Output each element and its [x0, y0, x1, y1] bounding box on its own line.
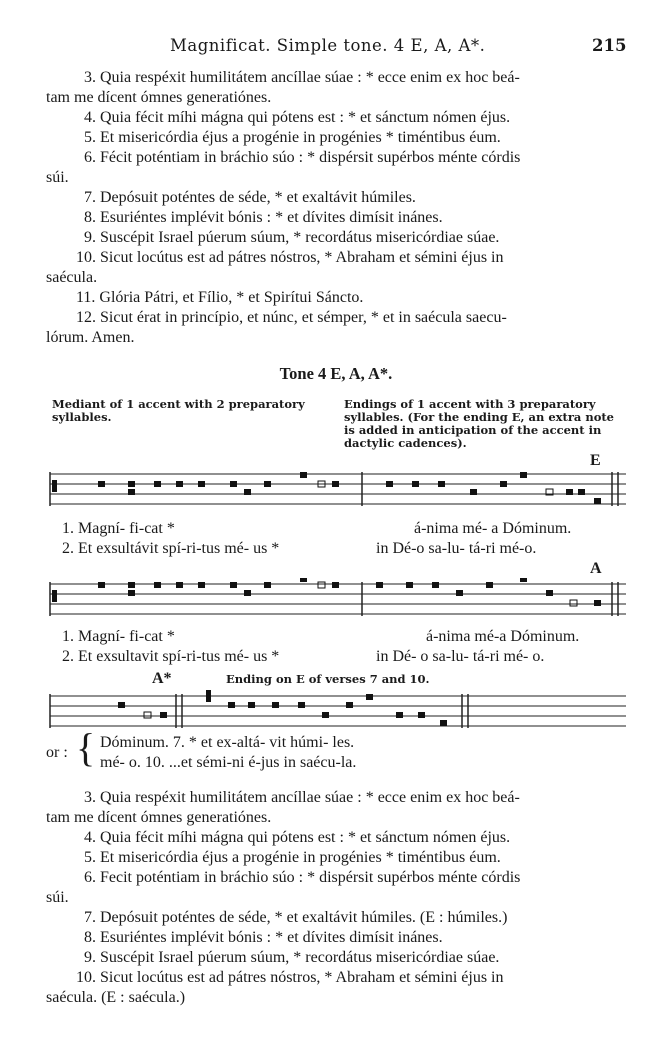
- verse-number: 7.: [84, 189, 96, 206]
- verse-line: [84, 848, 664, 868]
- verse-number: 5.: [84, 129, 96, 146]
- endings-note-line: is added in anticipation of the accent in: [344, 423, 602, 437]
- staff3-ending-note: Ending on E of verses 7 and 10.: [226, 672, 430, 686]
- verse-text: Fecit poténtiam in bráchio súo : * dispérsit supérbos ménte córdis: [100, 869, 521, 886]
- verse-number: 9.: [84, 949, 96, 966]
- staff2-lyric-2-right: in Dé- o sa-lu- tá-ri mé- o.: [376, 648, 545, 665]
- ending-label-a: A: [590, 560, 602, 577]
- mediant-note-line: Mediant of 1 accent with 2 preparatory: [52, 397, 305, 411]
- verse-text: Quia respéxit humilitátem ancíllae súae : * ecce enim ex hoc beá-: [100, 69, 520, 86]
- verse-text: súi.: [46, 889, 69, 906]
- verse-text: saécula. (E : saécula.): [46, 989, 186, 1006]
- verse-line: [84, 188, 664, 208]
- verse-text: Depósuit poténtes de séde, * et exaltávit húmiles. (E : húmiles.): [100, 909, 508, 926]
- staff1-lyric-2-left: 2. Et exsultávit spí-ri-tus mé- us *: [62, 540, 280, 557]
- verse-line: [84, 108, 664, 128]
- verse-line: [84, 948, 664, 968]
- verse-number: 4.: [84, 109, 96, 126]
- mediant-note-line: syllables.: [52, 410, 112, 424]
- verse-line: [76, 288, 656, 308]
- verse-line: [84, 928, 664, 948]
- verse-number: 9.: [84, 229, 96, 246]
- verse-number: 10.: [76, 969, 96, 986]
- verse-line: [84, 868, 664, 888]
- ending-label-a-star: A*: [152, 670, 172, 687]
- verse-line: [84, 908, 664, 928]
- verse-line: [46, 168, 626, 188]
- verse-line: [84, 788, 664, 808]
- staff3-lyric-2: mé- o. 10. ...et sémi-ni é-jus in saécu-la.: [100, 754, 357, 771]
- staff-ending-a-star: [0, 690, 672, 736]
- staff-ending-a: [0, 578, 672, 626]
- running-title: Magnificat. Simple tone. 4 E, A, A*.: [170, 36, 486, 55]
- staff1-lyric-1-right: á-nima mé- a Dóminum.: [414, 520, 572, 537]
- verse-text: saécula.: [46, 269, 98, 286]
- verse-number: 8.: [84, 209, 96, 226]
- verse-line: [46, 888, 626, 908]
- verse-line: [46, 328, 626, 348]
- verse-number: 3.: [84, 789, 96, 806]
- or-label: or :: [46, 744, 68, 761]
- mediant-note: [52, 398, 305, 424]
- verse-line: [46, 808, 626, 828]
- verse-number: 6.: [84, 149, 96, 166]
- verse-line: [76, 248, 656, 268]
- verse-text: Suscépit Israel púerum súum, * recordátus misericórdiae súae.: [100, 229, 500, 246]
- verse-number: 4.: [84, 829, 96, 846]
- verse-line: [76, 968, 656, 988]
- verse-line: [84, 228, 664, 248]
- endings-note: [344, 398, 614, 450]
- brace-icon: {: [76, 725, 96, 770]
- verse-text: lórum. Amen.: [46, 329, 135, 346]
- running-header: [0, 36, 672, 58]
- verse-number: 7.: [84, 909, 96, 926]
- verse-line: [84, 828, 664, 848]
- endings-note-line: Endings of 1 accent with 3 preparatory: [344, 397, 596, 411]
- staff1-lyric-1-left: 1. Magní- fi-cat *: [62, 520, 175, 537]
- verse-text: Et misericórdia éjus a progénie in progénies * timéntibus éum.: [100, 129, 501, 146]
- verse-line: [84, 208, 664, 228]
- verse-number: 6.: [84, 869, 96, 886]
- verse-number: 12.: [76, 309, 96, 326]
- endings-note-line: dactylic cadences).: [344, 436, 467, 450]
- verse-line: [84, 68, 664, 88]
- verse-text: Glória Pátri, et Fílio, * et Spirítui Sáncto.: [99, 289, 364, 306]
- verse-number: 10.: [76, 249, 96, 266]
- verse-text: tam me dícent ómnes generatiónes.: [46, 809, 272, 826]
- verse-text: Esuriéntes implévit bónis : * et dívites dimísit inánes.: [100, 929, 443, 946]
- verse-line: [84, 128, 664, 148]
- staff3-lyric-1: Dóminum. 7. * et ex-altá- vit húmi- les.: [100, 734, 355, 751]
- verse-text: tam me dícent ómnes generatiónes.: [46, 89, 272, 106]
- verse-line: [46, 268, 626, 288]
- verse-line: [76, 308, 656, 328]
- tone-heading: Tone 4 E, A, A*.: [279, 364, 393, 383]
- staff2-lyric-1-right: á-nima mé-a Dóminum.: [426, 628, 580, 645]
- verse-text: Quia respéxit humilitátem ancíllae súae : * ecce enim ex hoc beá-: [100, 789, 520, 806]
- staff-ending-e: [0, 468, 672, 516]
- verse-line: [46, 988, 626, 1008]
- page-number: 215: [592, 36, 627, 55]
- verse-text: Sicut érat in princípio, et núnc, et sémper, * et in saécula saecu-: [100, 309, 507, 326]
- verse-number: 3.: [84, 69, 96, 86]
- verse-line: [84, 148, 664, 168]
- verse-text: Et misericórdia éjus a progénie in progénies * timéntibus éum.: [100, 849, 501, 866]
- ending-label-e: E: [590, 452, 601, 469]
- verse-line: [46, 88, 626, 108]
- verse-text: Suscépit Israel púerum súum, * recordátus misericórdiae súae.: [100, 949, 500, 966]
- verse-text: Sicut locútus est ad pátres nóstros, * Abraham et sémini éjus in: [100, 249, 504, 266]
- verse-text: Fécit poténtiam in bráchio súo : * dispérsit supérbos ménte córdis: [100, 149, 521, 166]
- verse-number: 11.: [76, 289, 96, 306]
- endings-note-line: syllables. (For the ending E, an extra note: [344, 410, 614, 424]
- verse-text: súi.: [46, 169, 69, 186]
- verse-number: 8.: [84, 929, 96, 946]
- verse-text: Sicut locútus est ad pátres nóstros, * Abraham et sémini éjus in: [100, 969, 504, 986]
- staff2-lyric-1-left: 1. Magní- fi-cat *: [62, 628, 175, 645]
- verse-text: Depósuit poténtes de séde, * et exaltávit húmiles.: [100, 189, 416, 206]
- staff1-lyric-2-right: in Dé-o sa-lu- tá-ri mé-o.: [376, 540, 537, 557]
- verse-text: Esuriéntes implévit bónis : * et dívites dimísit inánes.: [100, 209, 443, 226]
- verse-number: 5.: [84, 849, 96, 866]
- staff2-lyric-2-left: 2. Et exsultavit spí-ri-tus mé- us *: [62, 648, 280, 665]
- verse-text: Quia fécit míhi mágna qui pótens est : * et sánctum nómen éjus.: [100, 829, 511, 846]
- verse-text: Quia fécit míhi mágna qui pótens est : * et sánctum nómen éjus.: [100, 109, 511, 126]
